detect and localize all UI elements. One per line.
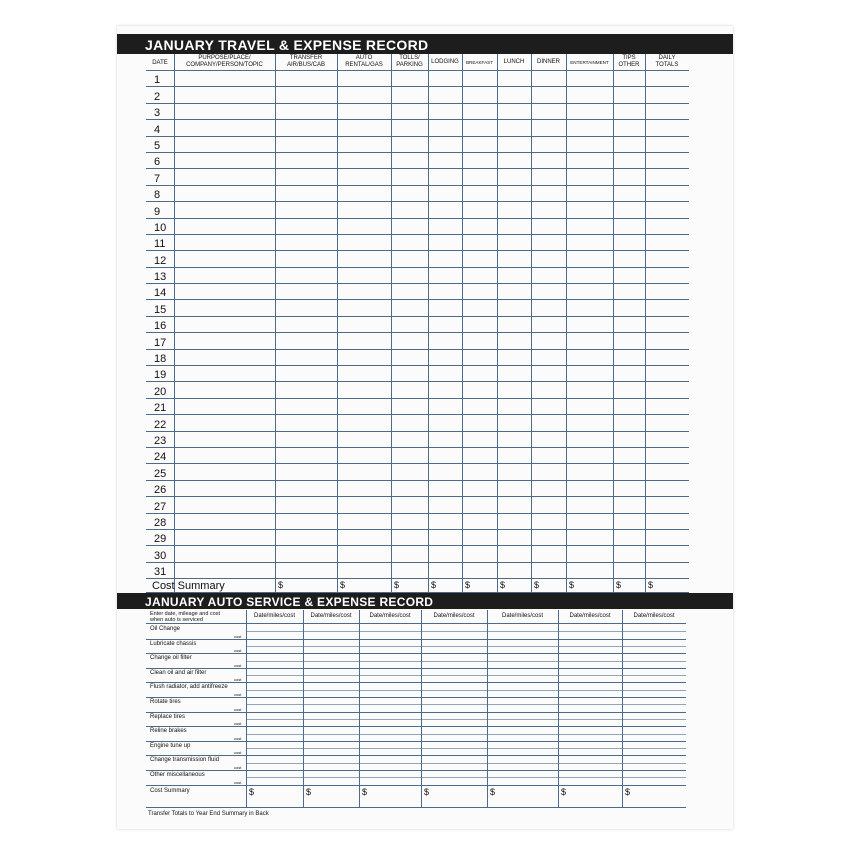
auto-service-label: Other miscellaneous bbox=[150, 772, 205, 778]
row-rule bbox=[146, 119, 689, 120]
auto-column-divider bbox=[246, 610, 247, 808]
column-header-entertainment: ENTERTAINMENT bbox=[570, 60, 609, 65]
cost-summary-dollar: $ bbox=[569, 580, 575, 590]
day-number: 1 bbox=[154, 74, 161, 87]
day-number: 12 bbox=[154, 254, 167, 267]
cost-summary-dollar: $ bbox=[278, 580, 284, 590]
day-number: 10 bbox=[154, 221, 167, 234]
row-rule bbox=[146, 578, 689, 579]
auto-column-divider bbox=[359, 610, 360, 808]
auto-service-label: Oil Change bbox=[150, 626, 181, 632]
auto-row-rule bbox=[146, 741, 686, 742]
row-rule bbox=[146, 316, 689, 317]
auto-cost-label: cost bbox=[234, 633, 242, 639]
day-number: 31 bbox=[154, 566, 167, 578]
auto-column-header: Date/miles/cost bbox=[501, 613, 543, 619]
row-rule bbox=[146, 562, 689, 563]
auto-cost-label: cost bbox=[234, 750, 242, 756]
row-rule bbox=[146, 152, 689, 153]
row-rule bbox=[146, 136, 689, 137]
auto-row-rule bbox=[146, 770, 686, 771]
auto-cost-summary-dollar: $ bbox=[625, 786, 631, 797]
row-rule bbox=[146, 234, 689, 235]
auto-cost-label: cost bbox=[234, 691, 242, 697]
day-number: 9 bbox=[154, 205, 161, 218]
cost-summary-dollar: $ bbox=[500, 580, 506, 590]
day-number: 29 bbox=[154, 533, 167, 546]
auto-title: JANUARY AUTO SERVICE & EXPENSE RECORD bbox=[145, 595, 434, 609]
auto-service-label: Flush radiator, add antifreeze bbox=[150, 684, 228, 691]
row-rule bbox=[146, 381, 689, 382]
row-rule bbox=[146, 201, 689, 202]
column-header-breakfast: BREAKFAST bbox=[465, 60, 494, 65]
row-rule bbox=[146, 70, 689, 71]
cost-summary-dollar: $ bbox=[648, 580, 654, 590]
auto-cost-label: cost bbox=[234, 677, 242, 683]
column-header-auto: AUTO RENTAL/GAS bbox=[345, 55, 383, 68]
day-number: 3 bbox=[154, 107, 161, 120]
column-header-daily-totals: DAILY TOTALS bbox=[655, 55, 679, 68]
auto-service-label: Lubricate chassis bbox=[150, 640, 197, 647]
auto-column-header: Date/miles/cost bbox=[253, 613, 295, 619]
auto-row-rule bbox=[146, 639, 686, 640]
auto-mid-rule bbox=[246, 631, 686, 632]
travel-title: JANUARY TRAVEL & EXPENSE RECORD bbox=[145, 37, 429, 53]
day-number: 19 bbox=[154, 369, 167, 382]
day-number: 15 bbox=[154, 303, 167, 316]
auto-column-header: Date/miles/cost bbox=[569, 613, 611, 619]
row-rule bbox=[146, 185, 689, 186]
column-header-date: DATE bbox=[152, 60, 168, 66]
auto-service-label: Clean oil and air filter bbox=[150, 669, 207, 676]
cost-summary-dollar: $ bbox=[616, 580, 622, 590]
auto-mid-rule bbox=[246, 646, 686, 647]
auto-column-divider bbox=[487, 610, 488, 808]
row-rule bbox=[146, 250, 689, 251]
travel-title-banner bbox=[117, 34, 733, 54]
auto-service-label: Change transmission fluid bbox=[150, 757, 220, 764]
day-number: 17 bbox=[154, 336, 167, 349]
day-number: 13 bbox=[154, 271, 167, 283]
auto-cost-label: cost bbox=[234, 662, 242, 668]
auto-mid-rule bbox=[246, 675, 686, 676]
auto-cost-summary-dollar: $ bbox=[306, 786, 312, 797]
day-number: 25 bbox=[154, 467, 167, 480]
auto-row-rule bbox=[146, 785, 686, 786]
row-rule bbox=[146, 480, 689, 481]
auto-mid-rule bbox=[246, 719, 686, 720]
day-number: 2 bbox=[154, 90, 161, 103]
auto-row-rule bbox=[146, 697, 686, 698]
auto-cost-summary-dollar: $ bbox=[362, 786, 368, 797]
auto-cost-label: cost bbox=[234, 648, 242, 654]
row-rule bbox=[146, 168, 689, 169]
column-header-dinner: DINNER bbox=[536, 59, 560, 65]
row-rule bbox=[146, 414, 689, 415]
column-header-transfer: TRANSFER AIR/BUS/CAB bbox=[286, 55, 325, 68]
row-rule bbox=[146, 545, 689, 546]
auto-column-divider bbox=[303, 610, 304, 808]
row-rule bbox=[146, 349, 689, 350]
day-number: 16 bbox=[154, 320, 167, 333]
auto-column-header: Date/miles/cost bbox=[433, 613, 475, 619]
auto-cost-label: cost bbox=[234, 721, 242, 727]
day-number: 22 bbox=[154, 418, 167, 431]
auto-header-rule bbox=[146, 623, 686, 624]
auto-bottom-rule bbox=[146, 807, 686, 808]
day-number: 11 bbox=[154, 238, 166, 251]
cost-summary-dollar: $ bbox=[465, 580, 471, 590]
auto-row-rule bbox=[146, 726, 686, 727]
auto-mid-rule bbox=[246, 690, 686, 691]
row-rule bbox=[146, 332, 689, 333]
row-rule bbox=[146, 299, 689, 300]
auto-row-rule bbox=[146, 668, 686, 669]
auto-service-label: Replace tires bbox=[150, 713, 186, 720]
day-number: 28 bbox=[154, 516, 167, 529]
auto-cost-label: cost bbox=[234, 779, 242, 785]
auto-service-label: Change oil filter bbox=[150, 655, 192, 662]
cost-summary-dollar: $ bbox=[394, 580, 400, 590]
column-header-tolls: TOLLS/ PARKING bbox=[396, 55, 423, 68]
auto-cost-summary-dollar: $ bbox=[561, 786, 567, 797]
row-rule bbox=[146, 463, 689, 464]
day-number: 26 bbox=[154, 484, 167, 497]
auto-cost-label: cost bbox=[234, 706, 242, 712]
auto-column-header: Date/miles/cost bbox=[633, 613, 675, 619]
auto-cost-summary-dollar: $ bbox=[490, 786, 496, 797]
day-number: 8 bbox=[154, 189, 161, 202]
day-number: 18 bbox=[154, 353, 167, 365]
auto-mid-rule bbox=[246, 661, 686, 662]
column-header-lunch: LUNCH bbox=[503, 59, 525, 65]
auto-mid-rule bbox=[246, 763, 686, 764]
row-rule bbox=[146, 283, 689, 284]
day-number: 27 bbox=[154, 500, 167, 513]
auto-title-banner bbox=[117, 593, 733, 609]
row-rule bbox=[146, 496, 689, 497]
cost-summary-dollar: $ bbox=[340, 580, 346, 590]
expense-record-sheet bbox=[117, 26, 733, 829]
auto-service-label: Engine tune up bbox=[150, 742, 191, 749]
day-number: 14 bbox=[154, 287, 167, 300]
day-number: 24 bbox=[154, 451, 167, 464]
row-rule bbox=[146, 103, 689, 104]
auto-cost-summary-label: Cost Summary bbox=[150, 787, 190, 794]
auto-row-rule bbox=[146, 712, 686, 713]
row-rule bbox=[146, 529, 689, 530]
day-number: 4 bbox=[154, 123, 161, 136]
day-number: 20 bbox=[154, 385, 167, 398]
auto-row-rule bbox=[146, 755, 686, 756]
auto-column-header: Date/miles/cost bbox=[310, 613, 352, 619]
auto-cost-label: cost bbox=[234, 764, 242, 770]
row-rule bbox=[146, 431, 689, 432]
column-header-tips: TIPS OTHER bbox=[618, 55, 640, 68]
row-rule bbox=[146, 398, 689, 399]
cost-summary-dollar: $ bbox=[431, 580, 437, 590]
row-rule bbox=[146, 513, 689, 514]
auto-column-header: Date/miles/cost bbox=[369, 613, 411, 619]
day-number: 23 bbox=[154, 434, 167, 447]
day-number: 6 bbox=[154, 156, 161, 169]
auto-column-divider bbox=[421, 610, 422, 808]
day-number: 7 bbox=[154, 172, 161, 185]
auto-row-rule bbox=[146, 682, 686, 683]
auto-service-label: Rotate tires bbox=[150, 699, 181, 705]
auto-intro: Enter date, mileage and cost when auto is serviced bbox=[150, 611, 221, 623]
auto-mid-rule bbox=[246, 704, 686, 705]
travel-cost-summary-label: Cost Summary bbox=[152, 580, 225, 592]
row-rule bbox=[146, 447, 689, 448]
day-number: 5 bbox=[154, 139, 161, 152]
auto-cost-summary-dollar: $ bbox=[424, 786, 430, 797]
auto-mid-rule bbox=[246, 734, 686, 735]
day-number: 21 bbox=[154, 402, 167, 415]
auto-column-divider bbox=[622, 610, 623, 808]
cost-summary-dollar: $ bbox=[534, 580, 540, 590]
row-rule bbox=[146, 86, 689, 87]
column-header-purpose: PURPOSE/PLACE/ COMPANY/PERSON/TOPIC bbox=[186, 55, 263, 68]
auto-mid-rule bbox=[246, 777, 686, 778]
column-header-lodging: LODGING bbox=[431, 59, 459, 65]
auto-column-divider bbox=[558, 610, 559, 808]
day-number: 30 bbox=[154, 549, 167, 562]
row-rule bbox=[146, 365, 689, 366]
auto-cost-label: cost bbox=[234, 735, 242, 741]
row-rule bbox=[146, 267, 689, 268]
auto-cost-summary-dollar: $ bbox=[249, 786, 255, 797]
auto-row-rule bbox=[146, 653, 686, 654]
footnote: Transfer Totals to Year End Summary in Back bbox=[148, 811, 269, 817]
auto-mid-rule bbox=[246, 748, 686, 749]
row-rule bbox=[146, 218, 689, 219]
auto-service-label: Reline brakes bbox=[150, 728, 187, 735]
